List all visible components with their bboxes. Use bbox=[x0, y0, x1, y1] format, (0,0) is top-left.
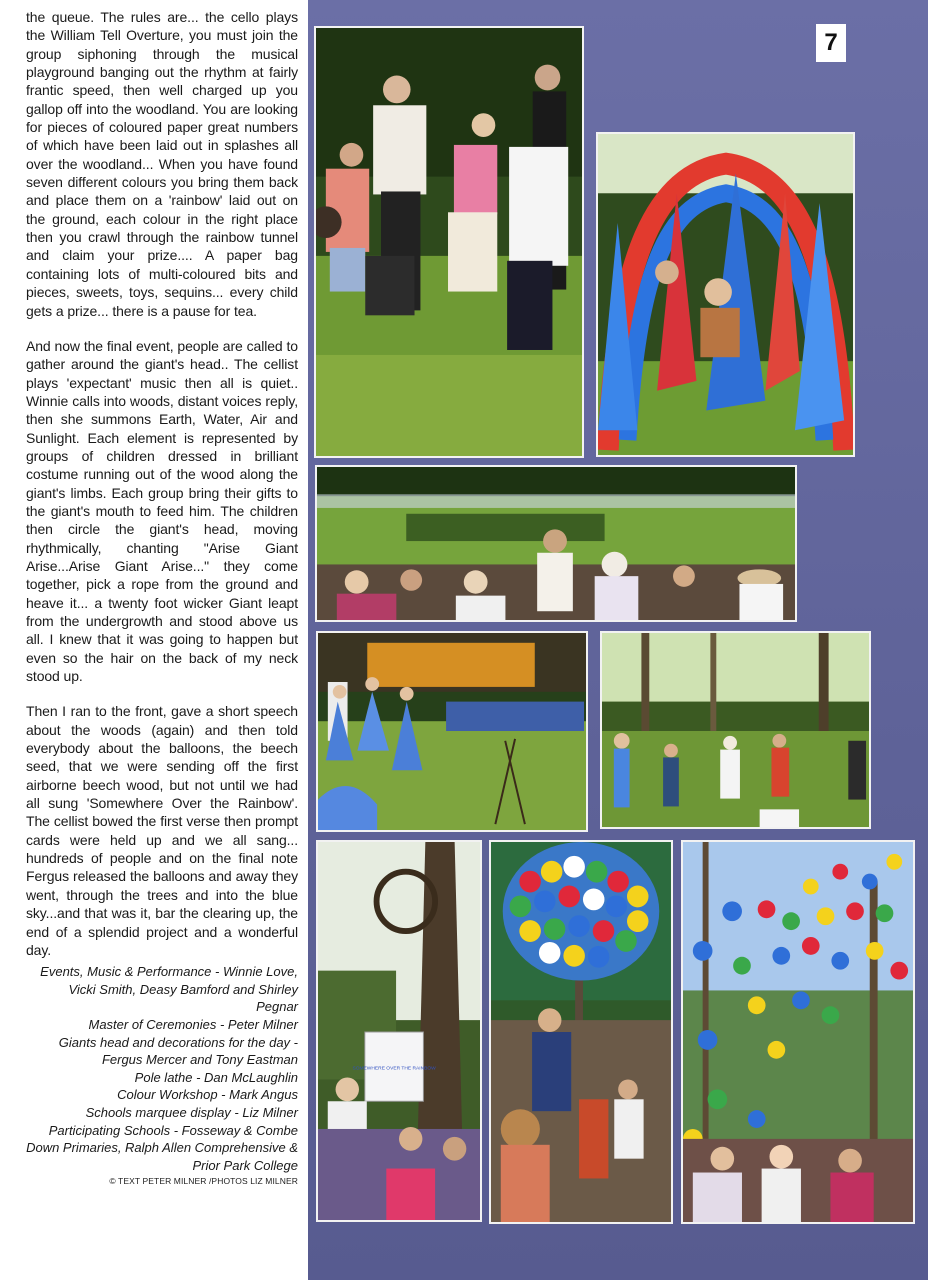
photo-balloon-net bbox=[489, 840, 673, 1224]
photo-wicker-giant bbox=[316, 840, 482, 1222]
photo-blue-costumes bbox=[316, 631, 588, 832]
article-paragraph-3: Then I ran to the front, gave a short speech about the woods (again) and then told everybody about the balloons, the beech seed, that we were sending off the first airborne beech wood, but not until we had all sung 'Somewhere Over the Rainbow'. The cellist bowed the first verse then prompt cards were held up and we all sang... hundreds of people and on the final note Fergus released the balloons and away they went, through the trees and into the blue sky...and that was it, bar the clearing up, the end of a splendid project and a wonderful day. bbox=[26, 703, 298, 958]
credit-line: Pole lathe - Dan McLaughlin bbox=[134, 1069, 298, 1085]
credit-line: Schools marquee display - Liz Milner bbox=[85, 1104, 298, 1120]
photo-woodland-procession bbox=[600, 631, 871, 829]
photo-children-game bbox=[314, 26, 584, 458]
credit-line: Master of Ceremonies - Peter Milner bbox=[88, 1016, 298, 1032]
photo-crowd-circle bbox=[315, 465, 797, 622]
article-paragraph-1: the queue. The rules are... the cello plays the William Tell Overture, you must join the group siphoning through the musical playground banging out the rhythm at fairly frantic speed, then well charged up you gallop off into the woodland. You are looking for pieces of coloured paper great numbers of which have been laid out in splashes all over the woodland... When you have found seven different colours you bring them back and place them on a 'rainbow' laid out on the ground, each colour in the right place then you crawl through the rainbow tunnel and claim your prize.... A paper bag containing lots of multi-coloured bits and pieces, sweets, toys, sequins... every child gets a prize... there is a pause for tea. bbox=[26, 9, 298, 319]
photo-rainbow-tunnel bbox=[596, 132, 855, 457]
credit-line: Giants head and decorations for the day - Fergus Mercer and Tony Eastman bbox=[58, 1034, 298, 1068]
credit-line: Colour Workshop - Mark Angus bbox=[117, 1087, 298, 1103]
prompt-card-text: SOMEWHERE OVER THE RAINBOW bbox=[352, 1066, 436, 1072]
photo-credit: © TEXT PETER MILNER /PHOTOS LIZ MILNER bbox=[109, 1176, 298, 1187]
page-number: 7 bbox=[816, 24, 846, 62]
photo-balloons-released bbox=[681, 840, 915, 1224]
article-paragraph-2: And now the final event, people are called to gather around the giant's head.. The cellist plays 'expectant' music then all is quiet.. Winnie calls into woods, distant voices reply, then she summons Earth, Water, Air and Sunlight. Each element is represented by groups of children dressed in brilliant costume running out of the wood along the giant's limbs. Each group bring their gifts to the giant's mouth to feed him. The children then circle the giant's head, moving rhythmically, chanting "Arise Giant Arise...Arise Giant Arise..." they come together, pick a rope from the ground and heave it... a twenty foot wicker Giant leapt from the undergrowth and stood above us all. I knew that it was going to happen but even so the hair on the back of my neck stood up. bbox=[26, 337, 298, 685]
credit-line: Participating Schools - Fosseway & Combe Down Primaries, Ralph Allen Comprehensive & Prior Park College bbox=[26, 1122, 298, 1173]
article-column bbox=[0, 0, 308, 1280]
credit-line: Events, Music & Performance - Winnie Love, Vicki Smith, Deasy Bamford and Shirley Pegnar bbox=[40, 964, 298, 1015]
credits-list bbox=[26, 963, 298, 1174]
